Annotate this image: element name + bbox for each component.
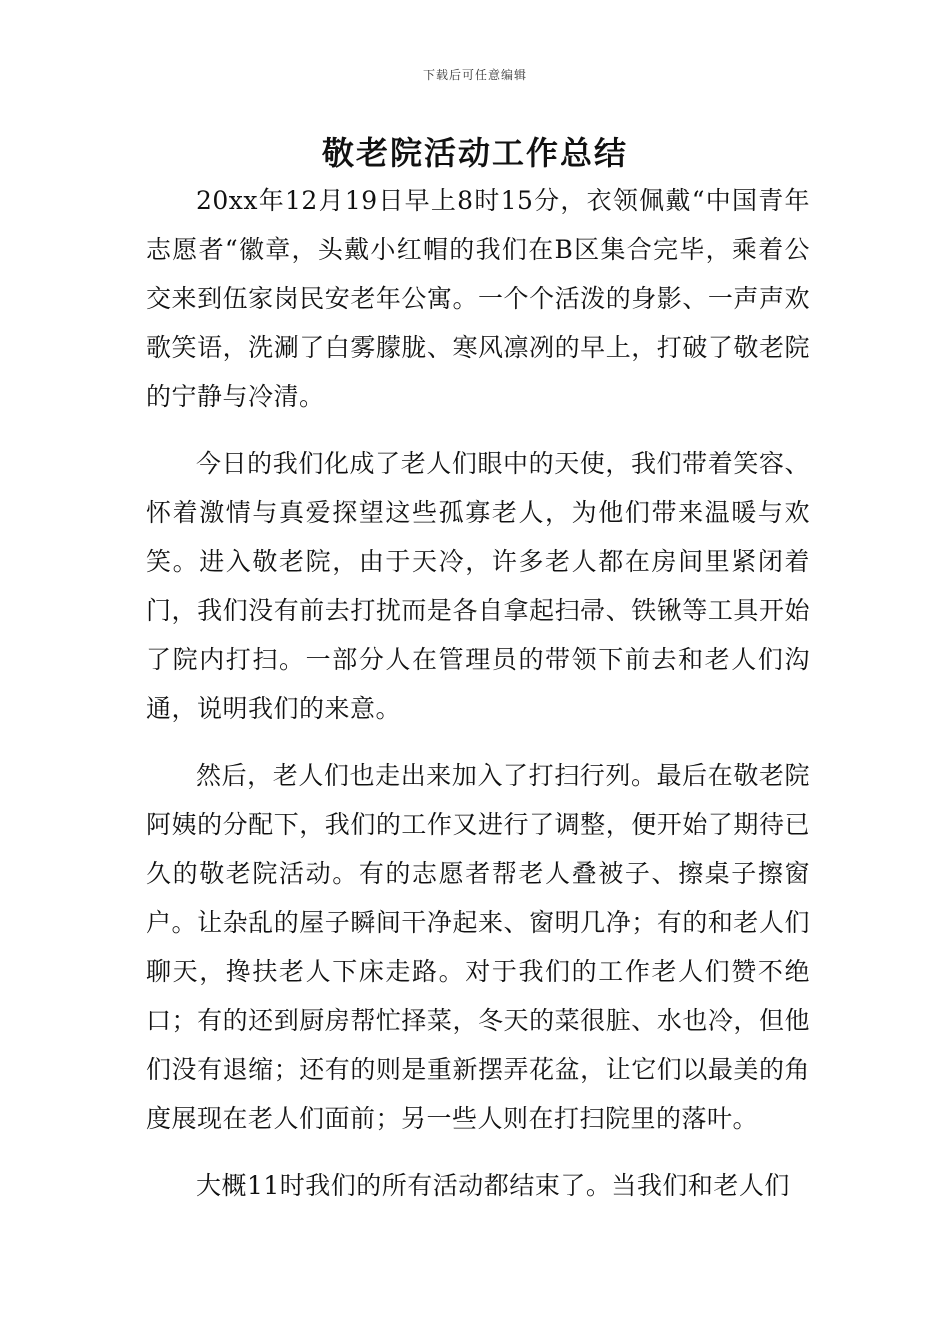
paragraph-2: 今日的我们化成了老人们眼中的天使，我们带着笑容、怀着激情与真爱探望这些孤寡老人，为他们带来温暖与欢笑。进入敬老院，由于天冷，许多老人都在房间里紧闭着门，我们没有前去打扰而是各自拿起扫帚、铁锹等工具开始了院内打扫。一部分人在管理员的带领下前去和老人们沟通，说明我们的来意。 <box>146 449 810 723</box>
paragraph-1: 20xx年12月19日早上8时15分，衣领佩戴“中国青年志愿者“徽章，头戴小红帽的我们在B区集合完毕，乘着公交来到伍家岗民安老年公寓。一个个活泼的身影、一声声欢歌笑语，洗涮了白雾朦胧、寒风凛冽的早上，打破了敬老院的宁静与冷清。 <box>146 186 810 411</box>
paragraph-3: 然后，老人们也走出来加入了打扫行列。最后在敬老院阿姨的分配下，我们的工作又进行了调整，便开始了期待已久的敬老院活动。有的志愿者帮老人叠被子、擦桌子擦窗户。让杂乱的屋子瞬间干净起来、窗明几净；有的和老人们聊天，搀扶老人下床走路。对于我们的工作老人们赞不绝口；有的还到厨房帮忙择菜，冬天的菜很脏、水也冷，但他们没有退缩；还有的则是重新摆弄花盆，让它们以最美的角度展现在老人们面前；另一些人则在打扫院里的落叶。 <box>146 761 810 1133</box>
header-note: 下载后可任意编辑 <box>422 68 527 82</box>
document-body <box>146 176 810 1228</box>
document-title: 敬老院活动工作总结 <box>321 134 628 172</box>
paragraph-4: 大概11时我们的所有活动都结束了。当我们和老人们 <box>196 1171 790 1200</box>
